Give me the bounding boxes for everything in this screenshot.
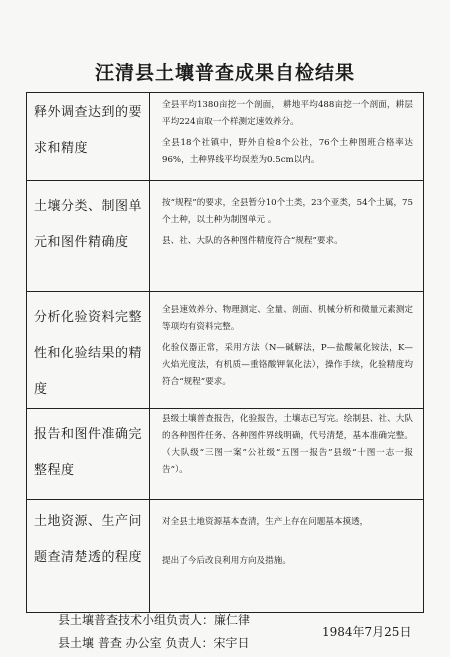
- row-content-cell: [150, 181, 424, 292]
- tech-group-signature: 县土壤普查技术小组负责人：廉仁律: [58, 613, 251, 627]
- row-label: 释外调查达到的要求和精度: [34, 105, 143, 156]
- content-paragraph: 县级土壤普查报告，化验报告，土壤志已写完。绘制县、社、大队的各种图件任务、各种图件界线明确，代号清楚，基本准确完整。（大队级“三图一案”公社级“五图一报告”县级“十图一志一报告”）。: [162, 414, 413, 475]
- row-content: [150, 500, 423, 570]
- row-label-cell: [27, 292, 150, 409]
- row-label-cell: [27, 181, 150, 292]
- row-label: 分析化验资料完整性和化验结果的精度: [34, 310, 143, 397]
- office-signature: 县土壤 普查 办公室 负责人：宋宇日: [58, 636, 250, 650]
- row-content-cell: [150, 409, 424, 500]
- row-label: 土壤分类、制图单元和图件精确度: [34, 199, 143, 250]
- inspection-table: [26, 92, 424, 613]
- table-row: [27, 409, 424, 500]
- row-label-cell: [27, 409, 150, 500]
- row-content-cell: [150, 500, 424, 613]
- content-paragraph: 化验仪器正常，采用方法（N—碱解法，P—盐酸氟化铵法，K—火焰光度法，有机质—重铬酸钾氧化法），操作手续，化验精度均符合“规程”要求。: [162, 343, 413, 387]
- content-paragraph: 县、社、大队的各种图件精度符合“规程”要求。: [162, 236, 343, 246]
- row-content: [150, 181, 423, 250]
- row-content: [150, 93, 423, 169]
- table-row: [27, 500, 424, 613]
- content-paragraph: 全县平均1380亩挖一个剖面， 耕地平均488亩挖一个剖面，耕层平均224亩取一个样测定速效养分。: [162, 100, 413, 127]
- content-paragraph: 提出了今后改良利用方向及措施。: [162, 556, 291, 566]
- row-label-cell: [27, 500, 150, 613]
- row-label: 报告和图件准确完整程度: [34, 427, 143, 478]
- content-paragraph: 全县18个社镇中，野外自检8个公社，76个土种图班合格率达96%，土种界线平均误差为0.5cm以内。: [162, 138, 413, 165]
- content-paragraph: 对全县土地资源基本查清，生产上存在问题基本摸透，: [162, 517, 369, 527]
- signature-date: 1984年7月25日: [322, 625, 412, 639]
- content-paragraph: 按“规程”的要求，全县暂分10个土类，23个亚类，54个土属，75个土种，以土种为制图单元 。: [162, 198, 413, 225]
- row-label: 土地资源、生产问题查清楚透的程度: [34, 514, 143, 565]
- row-content: [150, 292, 423, 391]
- table-row: [27, 93, 424, 181]
- row-label-cell: [27, 93, 150, 181]
- row-content: [150, 409, 423, 479]
- document-title: 汪清县土壤普查成果自检结果: [94, 62, 355, 84]
- table-row: [27, 292, 424, 409]
- row-content-cell: [150, 93, 424, 181]
- content-paragraph: 全县速效养分、物理测定、全量、剖面、机械分析和微量元素测定等项均有资料完整。: [162, 305, 413, 332]
- row-content-cell: [150, 292, 424, 409]
- table-row: [27, 181, 424, 292]
